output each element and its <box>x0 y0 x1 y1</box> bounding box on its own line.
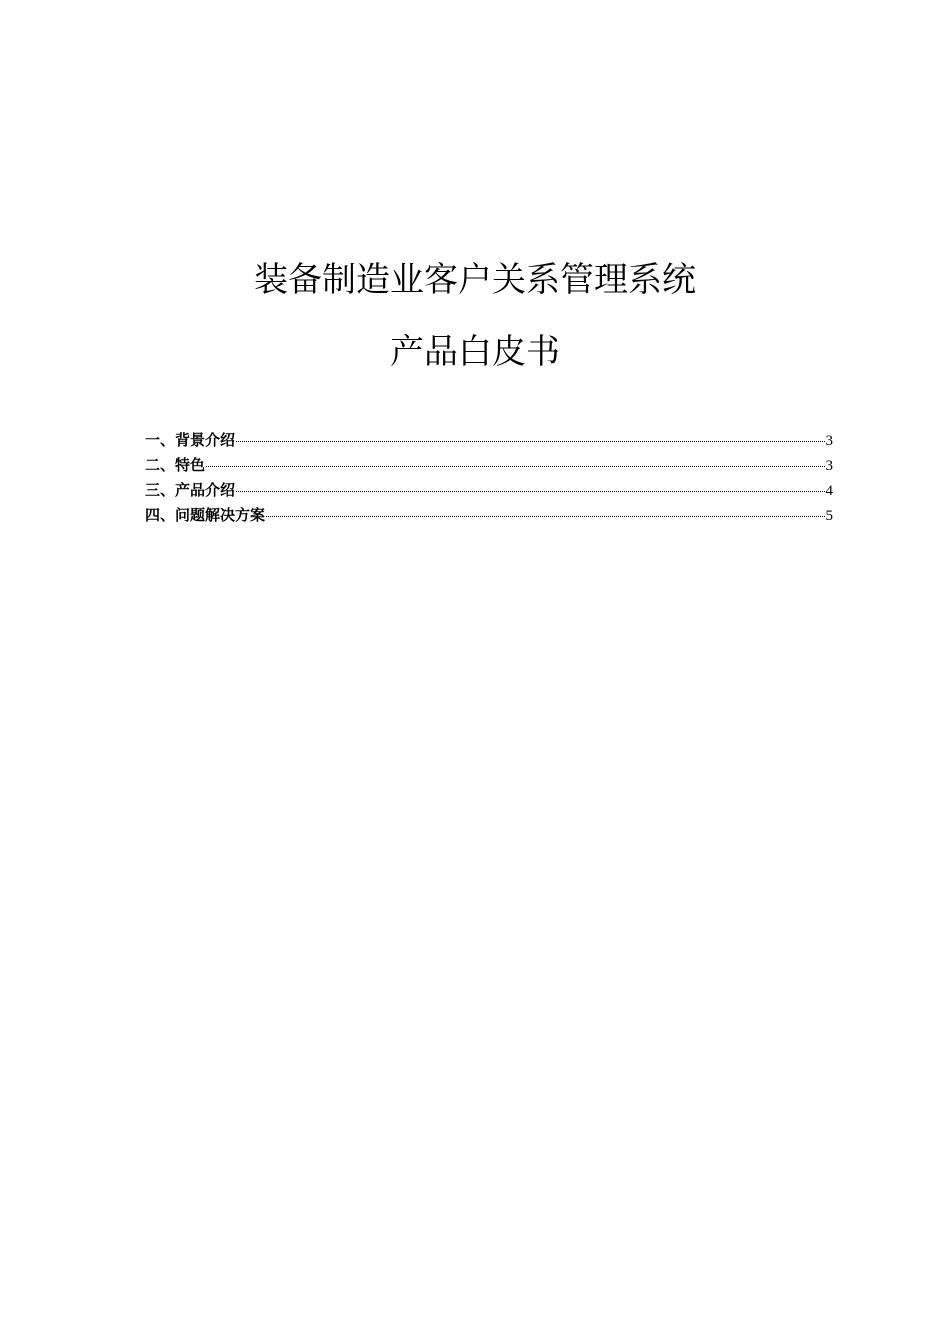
toc-entry-label: 三、产品介绍 <box>145 481 236 499</box>
toc-entry-features[interactable] <box>145 455 833 480</box>
toc-entry-background[interactable] <box>145 430 833 455</box>
document-title: 装备制造业客户关系管理系统 <box>254 260 696 300</box>
toc-dot-leader <box>236 440 824 442</box>
table-of-contents <box>145 430 833 530</box>
toc-entry-label: 二、特色 <box>145 456 206 474</box>
toc-page-number: 3 <box>825 433 833 449</box>
toc-page-number: 3 <box>825 458 833 474</box>
toc-page-number: 4 <box>825 483 833 499</box>
toc-entry-label: 四、问题解决方案 <box>145 506 266 524</box>
toc-entry-solutions[interactable] <box>145 505 833 530</box>
toc-dot-leader <box>206 465 824 467</box>
toc-dot-leader <box>236 490 824 492</box>
toc-entry-label: 一、背景介绍 <box>145 431 236 449</box>
toc-entry-product-intro[interactable] <box>145 480 833 505</box>
toc-page-number: 5 <box>825 508 833 524</box>
toc-dot-leader <box>266 515 824 517</box>
document-subtitle: 产品白皮书 <box>390 332 560 372</box>
